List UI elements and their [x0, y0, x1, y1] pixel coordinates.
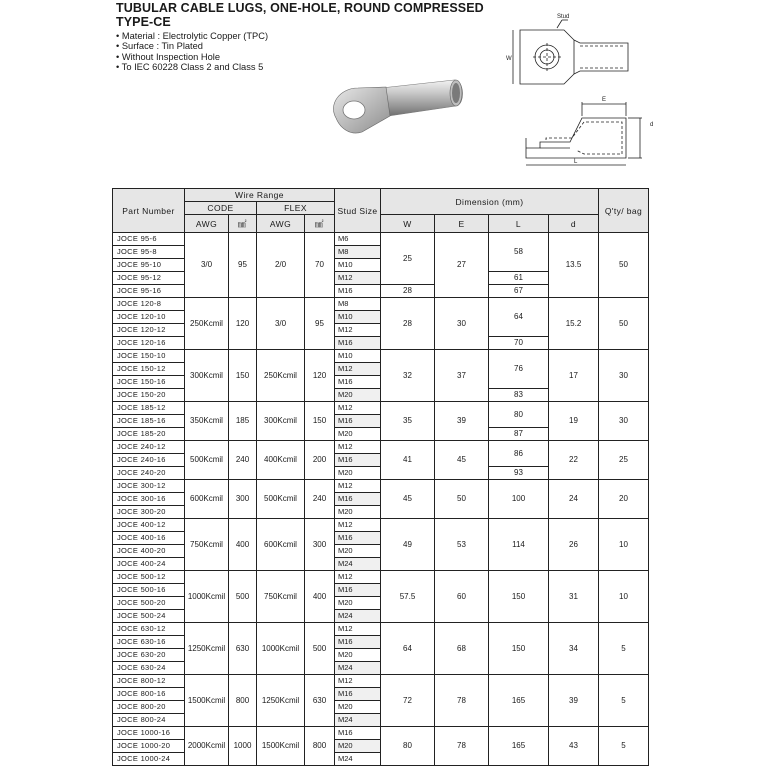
dim-l-cell: 67 [489, 285, 549, 298]
code-mm2-cell: 95 [229, 233, 257, 298]
dim-w-cell: 72 [381, 675, 435, 727]
code-mm2-cell: 400 [229, 519, 257, 571]
header-d: d [549, 215, 599, 233]
stud-size-cell: M16 [335, 454, 381, 467]
stud-size-cell: M16 [335, 415, 381, 428]
stud-size-cell: M16 [335, 688, 381, 701]
code-mm2-cell: 300 [229, 480, 257, 519]
dim-d-cell: 39 [549, 675, 599, 727]
header-dimension: Dimension (mm) [381, 189, 599, 215]
flex-awg-cell: 1500Kcmil [257, 727, 305, 766]
part-number-cell: JOCE 400-12 [113, 519, 185, 532]
table-row [113, 571, 649, 584]
dim-e-cell: 37 [435, 350, 489, 402]
table-row [113, 727, 649, 740]
dim-w-cell: 64 [381, 623, 435, 675]
stud-size-cell: M20 [335, 389, 381, 402]
dim-d-cell: 15.2 [549, 298, 599, 350]
stud-size-cell: M24 [335, 610, 381, 623]
part-number-cell: JOCE 240-16 [113, 454, 185, 467]
part-number-cell: JOCE 120-8 [113, 298, 185, 311]
header-l: L [489, 215, 549, 233]
part-number-cell: JOCE 95-12 [113, 272, 185, 285]
stud-size-cell: M12 [335, 675, 381, 688]
part-number-cell: JOCE 120-10 [113, 311, 185, 324]
code-awg-cell: 1000Kcmil [185, 571, 229, 623]
stud-size-cell: M8 [335, 246, 381, 259]
header-stud-size: Stud Size [335, 189, 381, 233]
dim-l-cell: 80 [489, 402, 549, 428]
header-part-number: Part Number [113, 189, 185, 233]
stud-size-cell: M24 [335, 714, 381, 727]
stud-size-cell: M10 [335, 350, 381, 363]
qty-bag-cell: 30 [599, 402, 649, 441]
stud-size-cell: M12 [335, 363, 381, 376]
part-number-cell: JOCE 150-12 [113, 363, 185, 376]
feature-item: • Without Inspection Hole [116, 52, 268, 62]
stud-size-cell: M12 [335, 519, 381, 532]
stud-size-cell: M16 [335, 285, 381, 298]
part-number-cell: JOCE 300-12 [113, 480, 185, 493]
dim-w-cell: 49 [381, 519, 435, 571]
code-mm2-cell: 120 [229, 298, 257, 350]
stud-size-cell: M12 [335, 324, 381, 337]
dim-l-cell: 100 [489, 480, 549, 519]
dim-l-cell: 76 [489, 350, 549, 389]
part-number-cell: JOCE 500-20 [113, 597, 185, 610]
stud-size-cell: M8 [335, 298, 381, 311]
part-number-cell: JOCE 800-20 [113, 701, 185, 714]
drawing-label-l: L [574, 159, 578, 165]
dim-d-cell: 13.5 [549, 233, 599, 298]
code-awg-cell: 500Kcmil [185, 441, 229, 480]
part-number-cell: JOCE 150-10 [113, 350, 185, 363]
stud-size-cell: M20 [335, 428, 381, 441]
part-number-cell: JOCE 120-16 [113, 337, 185, 350]
flex-mm2-cell: 240 [305, 480, 335, 519]
stud-size-cell: M20 [335, 467, 381, 480]
dim-d-cell: 17 [549, 350, 599, 402]
dim-e-cell: 53 [435, 519, 489, 571]
dim-d-cell: 19 [549, 402, 599, 441]
flex-awg-cell: 400Kcmil [257, 441, 305, 480]
dim-w-cell: 32 [381, 350, 435, 402]
code-awg-cell: 1250Kcmil [185, 623, 229, 675]
part-number-cell: JOCE 300-16 [113, 493, 185, 506]
header-e: E [435, 215, 489, 233]
dim-l-cell: 165 [489, 675, 549, 727]
qty-bag-cell: 5 [599, 727, 649, 766]
dim-w-cell: 80 [381, 727, 435, 766]
stud-size-cell: M12 [335, 480, 381, 493]
code-mm2-cell: 500 [229, 571, 257, 623]
header-flex: FLEX [257, 202, 335, 215]
qty-bag-cell: 30 [599, 350, 649, 402]
dim-e-cell: 60 [435, 571, 489, 623]
part-number-cell: JOCE 630-20 [113, 649, 185, 662]
lug-photo [326, 74, 476, 144]
code-mm2-cell: 150 [229, 350, 257, 402]
drawing-label-w: W [506, 56, 512, 62]
flex-awg-cell: 1000Kcmil [257, 623, 305, 675]
part-number-cell: JOCE 500-12 [113, 571, 185, 584]
dim-w-cell: 57.5 [381, 571, 435, 623]
dim-e-cell: 39 [435, 402, 489, 441]
flex-mm2-cell: 200 [305, 441, 335, 480]
header-qty-bag: Q'ty/ bag [599, 189, 649, 233]
dim-w-cell: 28 [381, 285, 435, 298]
table-row [113, 233, 649, 246]
specs-table [112, 188, 649, 766]
flex-mm2-cell: 70 [305, 233, 335, 298]
part-number-cell: JOCE 800-12 [113, 675, 185, 688]
part-number-cell: JOCE 1000-16 [113, 727, 185, 740]
stud-size-cell: M24 [335, 662, 381, 675]
dim-l-cell: 93 [489, 467, 549, 480]
part-number-cell: JOCE 500-16 [113, 584, 185, 597]
header-flex-awg: AWG [257, 215, 305, 233]
drawing-label-d: d [650, 122, 654, 128]
stud-size-cell: M12 [335, 623, 381, 636]
part-number-cell: JOCE 1000-24 [113, 753, 185, 766]
part-number-cell: JOCE 1000-20 [113, 740, 185, 753]
code-mm2-cell: 185 [229, 402, 257, 441]
stud-size-cell: M20 [335, 649, 381, 662]
stud-size-cell: M12 [335, 571, 381, 584]
code-awg-cell: 1500Kcmil [185, 675, 229, 727]
technical-drawing [500, 8, 660, 168]
stud-size-cell: M6 [335, 233, 381, 246]
header-flex-mm2: ㎟ [305, 215, 335, 233]
table-row [113, 298, 649, 311]
qty-bag-cell: 50 [599, 233, 649, 298]
dim-e-cell: 68 [435, 623, 489, 675]
dim-d-cell: 31 [549, 571, 599, 623]
dim-w-cell: 28 [381, 298, 435, 350]
dim-d-cell: 24 [549, 480, 599, 519]
header-wire-range: Wire Range [185, 189, 335, 202]
flex-mm2-cell: 300 [305, 519, 335, 571]
drawing-label-stud: Stud [557, 14, 570, 20]
dim-w-cell: 45 [381, 480, 435, 519]
stud-size-cell: M10 [335, 311, 381, 324]
dim-l-cell: 150 [489, 571, 549, 623]
stud-size-cell: M10 [335, 259, 381, 272]
code-mm2-cell: 800 [229, 675, 257, 727]
dim-e-cell: 30 [435, 298, 489, 350]
dim-w-cell: 41 [381, 441, 435, 480]
code-awg-cell: 300Kcmil [185, 350, 229, 402]
part-number-cell: JOCE 185-20 [113, 428, 185, 441]
part-number-cell: JOCE 800-24 [113, 714, 185, 727]
flex-awg-cell: 3/0 [257, 298, 305, 350]
stud-size-cell: M16 [335, 493, 381, 506]
part-number-cell: JOCE 95-16 [113, 285, 185, 298]
flex-awg-cell: 500Kcmil [257, 480, 305, 519]
code-awg-cell: 750Kcmil [185, 519, 229, 571]
part-number-cell: JOCE 630-24 [113, 662, 185, 675]
table-row [113, 402, 649, 415]
flex-mm2-cell: 150 [305, 402, 335, 441]
dim-e-cell: 78 [435, 675, 489, 727]
feature-item: • Surface : Tin Plated [116, 41, 268, 51]
flex-awg-cell: 2/0 [257, 233, 305, 298]
stud-size-cell: M16 [335, 532, 381, 545]
code-awg-cell: 3/0 [185, 233, 229, 298]
part-number-cell: JOCE 400-20 [113, 545, 185, 558]
dim-l-cell: 61 [489, 272, 549, 285]
feature-list [116, 31, 268, 73]
part-number-cell: JOCE 95-10 [113, 259, 185, 272]
dim-w-cell: 25 [381, 233, 435, 285]
title-line-1: TUBULAR CABLE LUGS, ONE-HOLE, ROUND COMPRESSED [116, 1, 484, 15]
part-number-cell: JOCE 630-16 [113, 636, 185, 649]
drawing-label-e: E [602, 97, 607, 103]
page-title [116, 2, 484, 29]
code-awg-cell: 250Kcmil [185, 298, 229, 350]
stud-size-cell: M16 [335, 584, 381, 597]
table-row [113, 623, 649, 636]
flex-mm2-cell: 500 [305, 623, 335, 675]
dim-l-cell: 70 [489, 337, 549, 350]
table-row [113, 675, 649, 688]
part-number-cell: JOCE 120-12 [113, 324, 185, 337]
part-number-cell: JOCE 240-20 [113, 467, 185, 480]
qty-bag-cell: 10 [599, 519, 649, 571]
qty-bag-cell: 5 [599, 623, 649, 675]
flex-mm2-cell: 630 [305, 675, 335, 727]
table-row [113, 480, 649, 493]
flex-mm2-cell: 800 [305, 727, 335, 766]
flex-awg-cell: 750Kcmil [257, 571, 305, 623]
stud-size-cell: M24 [335, 753, 381, 766]
table-row [113, 350, 649, 363]
qty-bag-cell: 5 [599, 675, 649, 727]
dim-l-cell: 58 [489, 233, 549, 272]
flex-awg-cell: 250Kcmil [257, 350, 305, 402]
dim-d-cell: 22 [549, 441, 599, 480]
part-number-cell: JOCE 185-12 [113, 402, 185, 415]
stud-size-cell: M12 [335, 441, 381, 454]
flex-awg-cell: 300Kcmil [257, 402, 305, 441]
dim-l-cell: 86 [489, 441, 549, 467]
code-mm2-cell: 630 [229, 623, 257, 675]
dim-d-cell: 34 [549, 623, 599, 675]
stud-size-cell: M20 [335, 506, 381, 519]
dim-e-cell: 50 [435, 480, 489, 519]
stud-size-cell: M20 [335, 545, 381, 558]
dim-d-cell: 43 [549, 727, 599, 766]
part-number-cell: JOCE 800-16 [113, 688, 185, 701]
stud-size-cell: M20 [335, 701, 381, 714]
stud-size-cell: M16 [335, 727, 381, 740]
dim-e-cell: 45 [435, 441, 489, 480]
header-code: CODE [185, 202, 257, 215]
dim-l-cell: 87 [489, 428, 549, 441]
title-line-2: TYPE-CE [116, 14, 171, 29]
dim-l-cell: 64 [489, 298, 549, 337]
qty-bag-cell: 25 [599, 441, 649, 480]
table-row [113, 519, 649, 532]
qty-bag-cell: 50 [599, 298, 649, 350]
dim-w-cell: 35 [381, 402, 435, 441]
part-number-cell: JOCE 150-16 [113, 376, 185, 389]
dim-l-cell: 83 [489, 389, 549, 402]
dim-l-cell: 165 [489, 727, 549, 766]
feature-item: • To IEC 60228 Class 2 and Class 5 [116, 62, 268, 72]
dim-e-cell: 27 [435, 233, 489, 298]
flex-awg-cell: 600Kcmil [257, 519, 305, 571]
part-number-cell: JOCE 150-20 [113, 389, 185, 402]
stud-size-cell: M12 [335, 272, 381, 285]
code-awg-cell: 600Kcmil [185, 480, 229, 519]
flex-awg-cell: 1250Kcmil [257, 675, 305, 727]
table-row [113, 441, 649, 454]
stud-size-cell: M20 [335, 597, 381, 610]
part-number-cell: JOCE 630-12 [113, 623, 185, 636]
part-number-cell: JOCE 400-24 [113, 558, 185, 571]
part-number-cell: JOCE 185-16 [113, 415, 185, 428]
stud-size-cell: M16 [335, 636, 381, 649]
qty-bag-cell: 20 [599, 480, 649, 519]
qty-bag-cell: 10 [599, 571, 649, 623]
flex-mm2-cell: 120 [305, 350, 335, 402]
header-code-mm2: ㎟ [229, 215, 257, 233]
code-mm2-cell: 240 [229, 441, 257, 480]
stud-size-cell: M16 [335, 376, 381, 389]
part-number-cell: JOCE 240-12 [113, 441, 185, 454]
stud-size-cell: M24 [335, 558, 381, 571]
flex-mm2-cell: 400 [305, 571, 335, 623]
part-number-cell: JOCE 400-16 [113, 532, 185, 545]
code-awg-cell: 350Kcmil [185, 402, 229, 441]
header-code-awg: AWG [185, 215, 229, 233]
header-w: W [381, 215, 435, 233]
stud-size-cell: M16 [335, 337, 381, 350]
feature-item: • Material : Electrolytic Copper (TPC) [116, 31, 268, 41]
part-number-cell: JOCE 500-24 [113, 610, 185, 623]
part-number-cell: JOCE 300-20 [113, 506, 185, 519]
part-number-cell: JOCE 95-6 [113, 233, 185, 246]
dim-l-cell: 114 [489, 519, 549, 571]
code-awg-cell: 2000Kcmil [185, 727, 229, 766]
table-body [113, 233, 649, 766]
stud-size-cell: M20 [335, 740, 381, 753]
dim-e-cell: 78 [435, 727, 489, 766]
stud-size-cell: M12 [335, 402, 381, 415]
dim-d-cell: 26 [549, 519, 599, 571]
part-number-cell: JOCE 95-8 [113, 246, 185, 259]
flex-mm2-cell: 95 [305, 298, 335, 350]
dim-l-cell: 150 [489, 623, 549, 675]
code-mm2-cell: 1000 [229, 727, 257, 766]
